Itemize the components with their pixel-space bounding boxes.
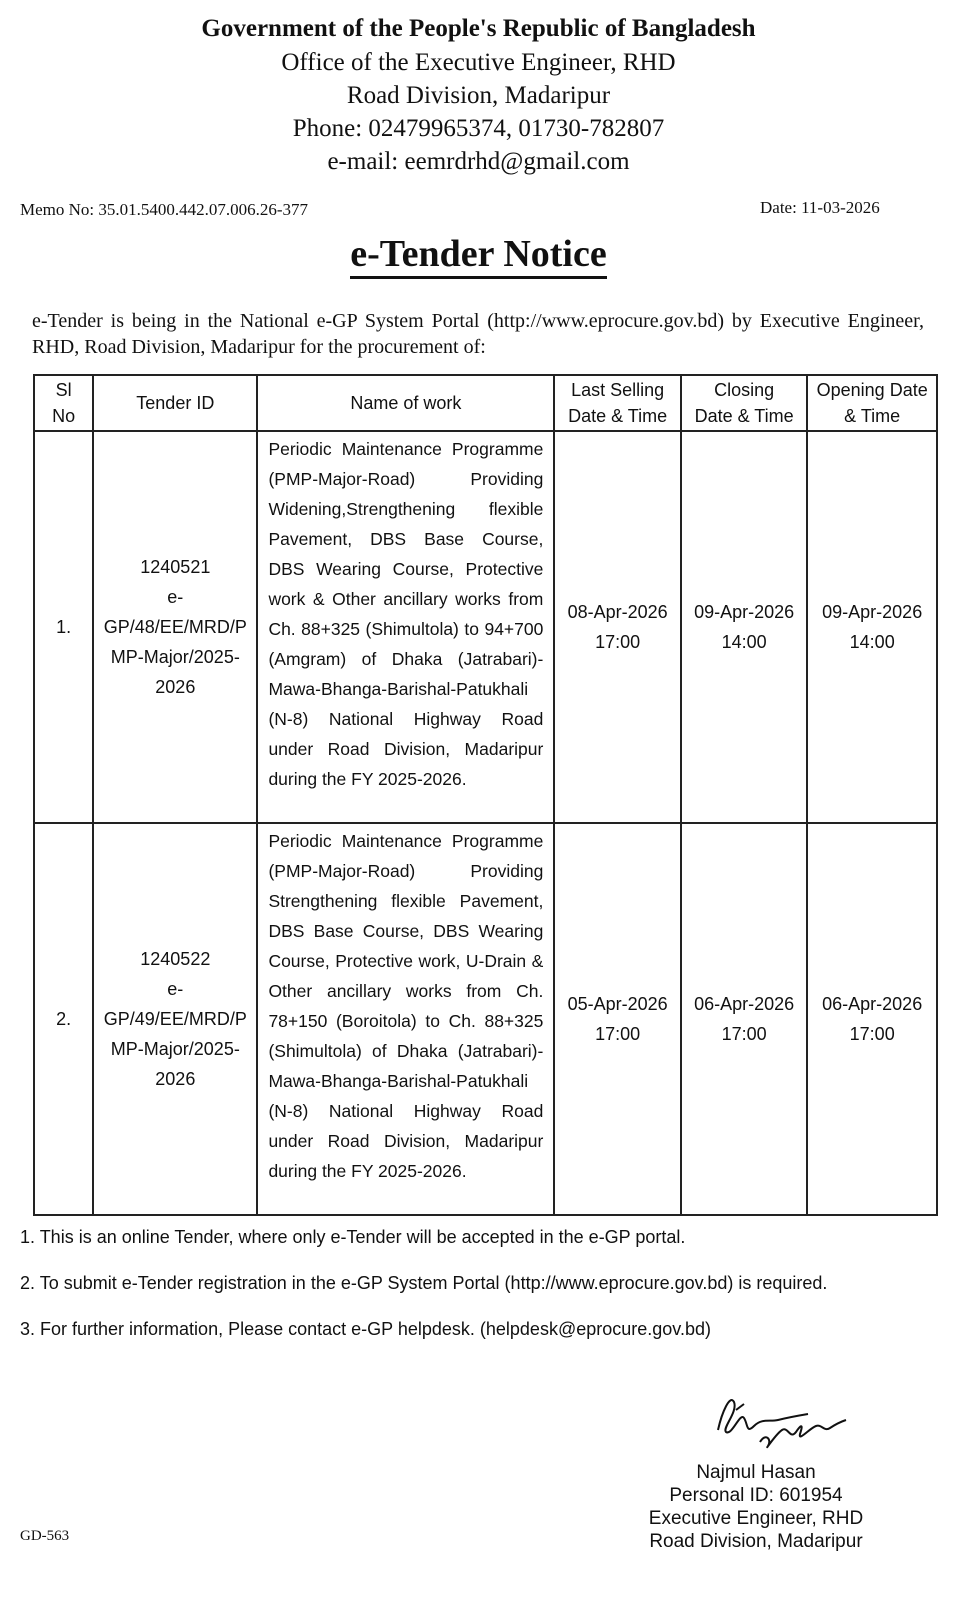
cell-last-selling [554,431,681,823]
last-selling-time: 17:00 [595,632,641,652]
cell-sl: 1. [34,431,93,823]
cell-name-of-work: Periodic Maintenance Programme (PMP-Major-Road) Providing Widening,Strengthening flexible Pavement, DBS Base Course, DBS Wearing Course, Protective work & Other ancillary works from Ch. 88+325 (Shimultola) to 94+700 (Amgram) of Dhaka (Jatrabari)-Mawa-Bhanga-Barishal-Patukhali (N-8) National Highway Road under Road Division, Madaripur during the FY 2025-2026. [257,431,554,823]
closing-time: 17:00 [721,1024,767,1044]
last-selling-date: 08-Apr-2026 [567,602,668,622]
cell-name-of-work: Periodic Maintenance Programme (PMP-Major-Road) Providing Strengthening flexible Pavement, DBS Base Course, DBS Wearing Course, Protective work, U-Drain & Other ancillary works from Ch. 78+150 (Boroitola) to Ch. 88+325 (Shimultola) of Dhaka (Jatrabari)-Mawa-Bhanga-Barishal-Patukhali (N-8) National Highway Road under Road Division, Madaripur during the FY 2025-2026. [257,823,554,1215]
cell-opening [807,823,937,1215]
intro-paragraph: e-Tender is being in the National e-GP System Portal (http://www.eprocure.gov.bd) by Executive Engineer, RHD, Road Division, Madaripur for the procurement of: [32,310,924,358]
col-header-closing [681,375,808,431]
last-selling-time: 17:00 [595,1024,641,1044]
tender-id-line: e- [167,587,184,607]
tender-id-line: MP-Major/2025- [110,1039,240,1059]
memo-number: Memo No: 35.01.5400.442.07.006.26-377 [20,200,309,219]
note-item: 1. This is an online Tender, where only e-Tender will be accepted in the e-GP portal. [20,1227,686,1247]
phone-line: Phone: 02479965374, 01730-782807 [292,115,665,142]
cell-sl: 2. [34,823,93,1215]
signatory-name: Najmul Hasan [696,1462,816,1483]
cell-closing [681,823,808,1215]
col-header-name-of-work: Name of work [257,375,554,431]
note-item: 3. For further information, Please contact e-GP helpdesk. (helpdesk@eprocure.gov.bd) [20,1319,711,1339]
col-header-closing-line2: Date & Time [694,406,794,426]
col-header-opening-line2: & Time [844,406,901,426]
government-name: Government of the People's Republic of Bangladesh [201,15,756,42]
cell-opening [807,431,937,823]
form-code: GD-563 [20,1528,70,1544]
closing-time: 14:00 [721,632,767,652]
cell-tender-id [93,823,257,1215]
signatory-personal-id: Personal ID: 601954 [669,1485,843,1506]
tender-table [33,374,938,1216]
opening-date: 09-Apr-2026 [822,602,923,622]
signatory-block [600,1461,912,1553]
opening-date: 06-Apr-2026 [822,994,923,1014]
title-text: e-Tender Notice [350,233,606,279]
table-row [34,823,937,1215]
tender-id-line: GP/48/EE/MRD/P [103,617,247,637]
notice-date: Date: 11-03-2026 [760,198,880,217]
opening-time: 14:00 [849,632,895,652]
signatory-office: Road Division, Madaripur [649,1531,863,1552]
col-header-last-selling-line1: Last Selling [571,380,665,400]
tender-id-line: 1240521 [140,557,211,577]
col-header-closing-line1: Closing [714,380,775,400]
tender-id-line: e- [167,979,184,999]
last-selling-date: 05-Apr-2026 [567,994,668,1014]
email-line: e-mail: eemrdrhd@gmail.com [327,148,630,175]
closing-date: 09-Apr-2026 [694,602,795,622]
col-header-tender-id: Tender ID [93,375,257,431]
col-header-last-selling-line2: Date & Time [568,406,668,426]
col-header-opening-line1: Opening Date [816,380,928,400]
tender-id-line: MP-Major/2025- [110,647,240,667]
signatory-designation: Executive Engineer, RHD [648,1508,864,1529]
office-name: Office of the Executive Engineer, RHD [281,49,676,76]
tender-id-line: 2026 [155,677,196,697]
handwritten-signature [700,1382,850,1462]
letterhead [0,12,957,178]
col-header-opening [807,375,937,431]
cell-last-selling [554,823,681,1215]
division-name: Road Division, Madaripur [346,82,611,109]
opening-time: 17:00 [849,1024,895,1044]
tender-id-line: 2026 [155,1069,196,1089]
page-title [0,232,957,276]
note-item: 2. To submit e-Tender registration in the e-GP System Portal (http://www.eprocure.gov.bd) is required. [20,1273,828,1293]
tender-id-line: GP/49/EE/MRD/P [103,1009,247,1029]
col-header-sl-line1: Sl [55,380,72,400]
closing-date: 06-Apr-2026 [694,994,795,1014]
tender-id-line: 1240522 [140,949,211,969]
table-row [34,431,937,823]
table-header-row [34,375,937,431]
col-header-sl [34,375,93,431]
notes-list [20,1224,827,1362]
cell-tender-id [93,431,257,823]
col-header-last-selling [554,375,681,431]
cell-closing [681,431,808,823]
col-header-sl-line2: No [52,406,76,426]
